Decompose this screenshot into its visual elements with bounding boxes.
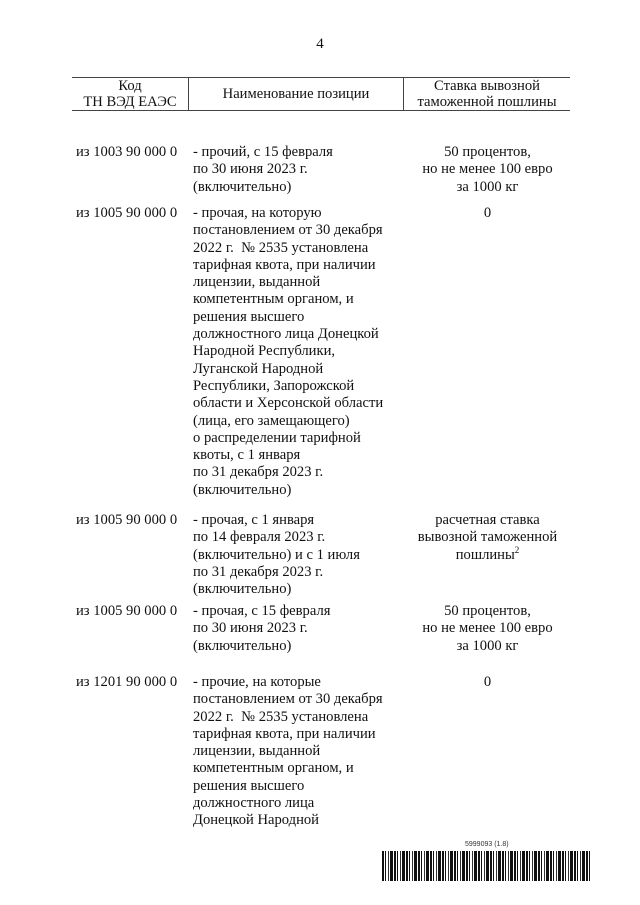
footnote-mark: 2 (514, 544, 520, 555)
barcode-caption: 5999093 (1.8) (465, 841, 509, 848)
row-name: - прочая, на которую постановлением от 30 декабря 2022 г. № 2535 установлена тарифная квота, при наличии лицензии, выданной компетентным органом, и решения высшего должностного лица Донецкой Народной Республики, Луганской Народной Республики, Запорожской области и Херсонской области (лица, его замещающего) о распределении тарифной квоты, с 1 января по 31 декабря 2023 г. (включительно) (193, 205, 384, 498)
row-code: из 1003 90 000 0 (76, 144, 178, 160)
row-name: - прочие, на которые постановлением от 30 декабря 2022 г. № 2535 установлена тарифная квота, при наличии лицензии, выданной компетентным органом, и решения высшего должностного лица Донецкой Народной (193, 674, 383, 829)
row-rate: 50 процентов, но не менее 100 евро за 1000 кг (422, 144, 553, 195)
row-name: - прочая, с 15 февраля по 30 июня 2023 г. (включительно) (193, 603, 331, 654)
row-name: - прочий, с 15 февраля по 30 июня 2023 г. (включительно) (193, 144, 333, 195)
row-code: из 1005 90 000 0 (76, 603, 178, 619)
row-code: из 1005 90 000 0 (76, 512, 178, 528)
page-number: 4 (316, 36, 324, 52)
header-rate: Ставка вывозной таможенной пошлины (417, 78, 557, 110)
row-rate: 50 процентов, но не менее 100 евро за 1000 кг (422, 603, 553, 654)
row-rate: 0 (483, 674, 492, 690)
barcode (382, 851, 590, 881)
row-rate (405, 512, 570, 564)
rate-text: расчетная ставка вывозной таможенной пошлины (417, 512, 558, 563)
row-code: из 1005 90 000 0 (76, 205, 178, 221)
row-name: - прочая, с 1 января по 14 февраля 2023 г. (включительно) и с 1 июля по 31 декабря 2023 г. (включительно) (193, 512, 360, 598)
row-rate: 0 (483, 205, 492, 221)
header-code: Код ТН ВЭД ЕАЭС (83, 78, 177, 110)
header-name: Наименование позиции (222, 86, 370, 102)
row-code: из 1201 90 000 0 (76, 674, 178, 690)
table-header-rule (72, 110, 570, 111)
